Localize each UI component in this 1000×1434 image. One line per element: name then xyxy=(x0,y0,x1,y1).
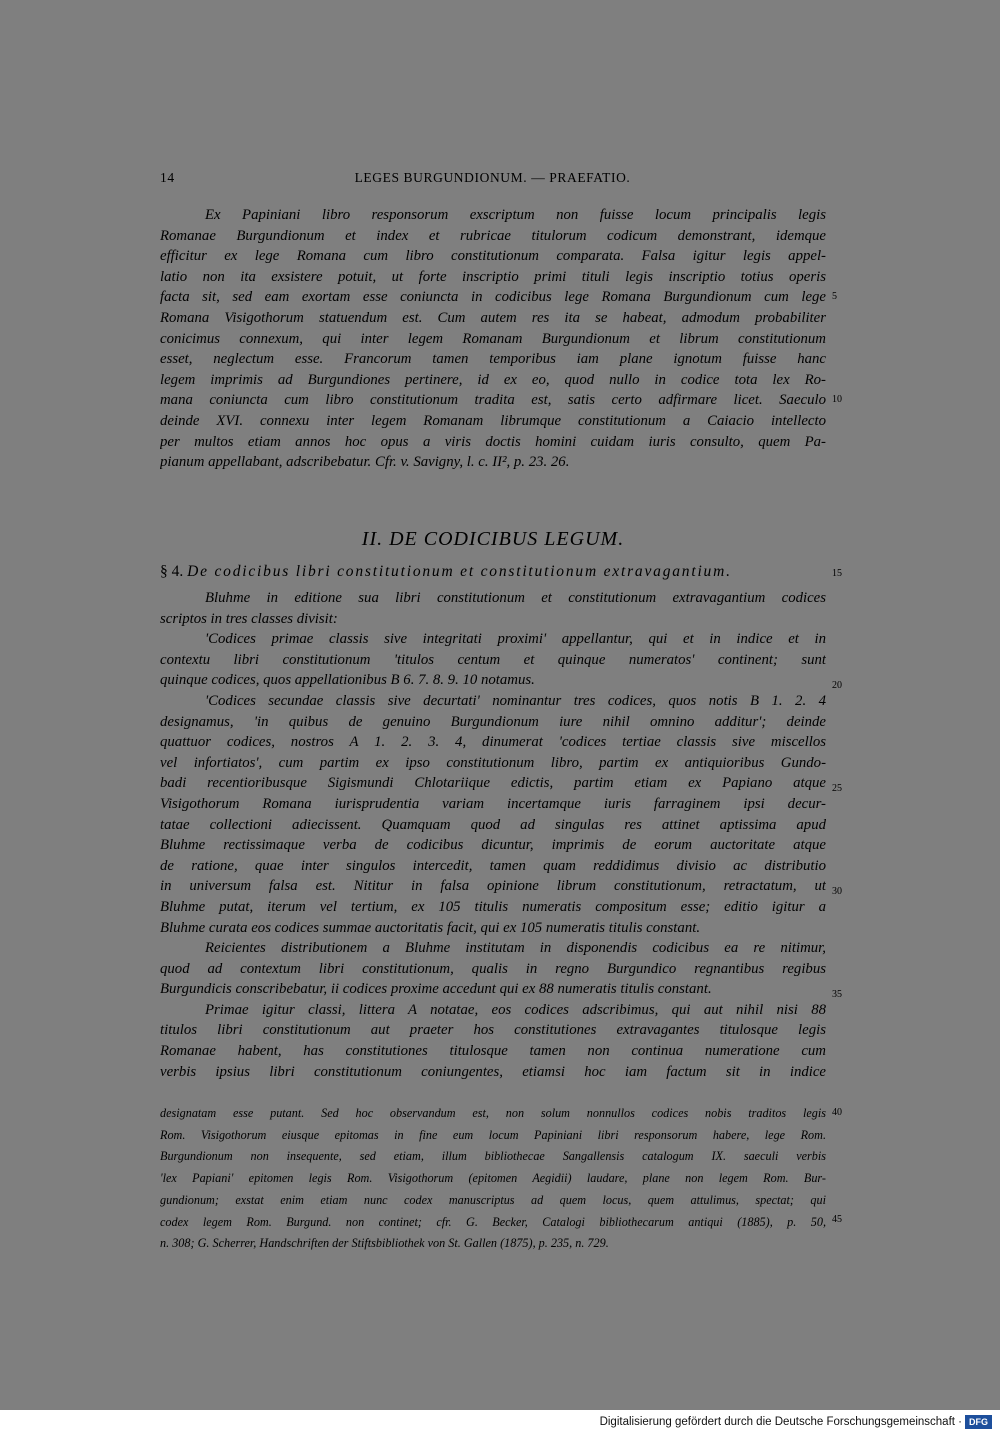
running-head xyxy=(160,170,825,190)
line-number-5: 5 xyxy=(832,291,837,302)
text-line: scriptos in tres classes divisit: xyxy=(160,610,338,627)
text-line: quattuor codices, nostros A 1. 2. 3. 4, dinumerat 'codices tertiae classis sive miscellos xyxy=(160,734,826,751)
text-line: facta sit, sed eam exortam esse coniuncta in codicibus lege Romana Burgundionum cum lege xyxy=(160,289,826,306)
line-number-20: 20 xyxy=(832,680,842,691)
dfg-logo-icon[interactable]: DFG xyxy=(965,1415,992,1429)
text-line: verbis ipsius libri constitutionum coniungentes, etiamsi hoc iam factum sit in indice xyxy=(160,1063,826,1080)
text-line: in universum falsa est. Nititur in falsa opinione librum constitutionum, retractatum, ut xyxy=(160,878,826,895)
note-line: 'lex Papiani' epitomen legis Rom. Visigothorum (epitomen Aegidii) laudare, plane non legem Rom. Bur- xyxy=(160,1171,826,1186)
body-text xyxy=(160,588,826,1082)
text-line: vel infortiatos', cum partim ex ipso constitutionum libro, partim ex antiquioribus Gundo- xyxy=(160,754,826,771)
text-line: conicimus connexum, qui inter legem Romanam Burgundionum et librum constitutionum xyxy=(160,330,826,347)
text-line: latio non ita exsistere potuit, ut forte inscriptio primi tituli legis inscriptio totius operis xyxy=(160,268,826,285)
text-line: quinque codices, quos appellationibus B 6. 7. 8. 9. 10 notamus. xyxy=(160,672,535,689)
subsection-heading xyxy=(160,563,826,581)
line-number-30: 30 xyxy=(832,886,842,897)
running-title: LEGES BURGUNDIONUM. — PRAEFATIO. xyxy=(354,170,631,185)
text-line: quod ad contextum libri constitutionum, qualis in regno Burgundico regnantibus regibus xyxy=(160,960,826,977)
section-heading: II. DE CODICIBUS LEGUM. xyxy=(361,528,625,550)
text-line: contextu libri constitutionum 'titulos centum et quinque numeratos' continent; sunt xyxy=(160,651,826,668)
text-line: Ex Papiniani libro responsorum exscriptum non fuisse locum principalis legis xyxy=(205,207,826,223)
text-line: deinde XVI. connexu inter legem Romanam librumque constitutionum a Caiacio intellecto xyxy=(160,412,826,429)
note-line: Rom. Visigothorum eiusque epitomas in fine eum locum Papiniani libri responsorum habere, lege Rom. xyxy=(160,1127,826,1142)
note-line: codex legem Rom. Burgund. non continet; cfr. G. Becker, Catalogi bibliothecarum antiqui (1885), p. 50, xyxy=(160,1214,826,1229)
footnote-text xyxy=(160,1103,826,1255)
section-symbol: § 4. xyxy=(160,563,184,580)
note-line: Burgundionum non insequente, sed etiam, illum bibliothecae Sangallensis catalogum IX. saeculi verbis xyxy=(160,1149,826,1164)
digitization-footer xyxy=(0,1410,1000,1434)
text-line: Romanae habent, has constitutiones titulosque tamen non continua numeratione cum xyxy=(160,1043,826,1060)
text-line: Bluhme in editione sua libri constitutionum et constitutionum extravagantium codices xyxy=(205,590,826,606)
line-number-35: 35 xyxy=(832,989,842,1000)
text-line: Primae igitur classi, littera A notatae, eos codices adscribimus, qui aut nihil nisi 88 xyxy=(205,1001,826,1018)
page-number: 14 xyxy=(160,170,175,185)
text-line: per multos etiam annos hoc opus a viris doctis homini cuidam iuris consulto, quem Pa- xyxy=(160,433,826,450)
text-line: legem imprimis ad Burgundiones pertinere, id ex eo, quod nullo in codice tota lex Ro- xyxy=(160,371,826,388)
text-line: 'Codices secundae classis sive decurtati' nominantur tres codices, quos notis B 1. 2. 4 xyxy=(205,692,826,709)
text-line: Burgundicis conscribebatur, ii codices proxime accedunt qui ex 88 numeratis titulis constant. xyxy=(160,981,712,998)
text-line: Bluhme rectissimaque verba de codicibus dicuntur, imprimis de eorum auctoritate atque xyxy=(160,837,826,854)
line-number-25: 25 xyxy=(832,783,842,794)
intro-paragraph xyxy=(160,205,826,473)
text-line: de ratione, quae inter singulos intercedit, tamen quam reddidimus divisio ac distributio xyxy=(160,857,826,874)
text-line: Reicientes distributionem a Bluhme institutam in disponendis codicibus ea re nitimur, xyxy=(205,940,826,957)
line-number-40: 40 xyxy=(832,1107,842,1118)
text-line: designamus, 'in quibus de genuino Burgundionum iure nihil omnino additur'; deinde xyxy=(160,713,826,730)
text-line: 'Codices primae classis sive integritati proximi' appellantur, qui et in indice et in xyxy=(205,631,826,648)
line-number-10: 10 xyxy=(832,394,842,405)
note-line: designatam esse putant. Sed hoc observandum est, non solum nonnullos codices nobis traditos legis xyxy=(160,1106,826,1120)
text-line: tatae collectioni adiecissent. Quamquam quod ad singulas res attinet aptissima apud xyxy=(160,816,826,833)
note-line: gundionum; exstat enim etiam nunc codex manuscriptus ad quem locus, quem attulimus, spectat; qui xyxy=(160,1192,826,1207)
text-line: pianum appellabant, adscribebatur. Cfr. v. Savigny, l. c. II², p. 23. 26. xyxy=(160,454,570,471)
text-line: titulos libri constitutionum aut praeter hos constitutiones extravagantes titulosque legis xyxy=(160,1022,826,1039)
text-line: esset, neglectum esse. Francorum tamen temporibus iam plane ignotum fuisse hanc xyxy=(160,351,826,368)
text-line: efficitur ex lege Romana cum libro constitutionum comparata. Falsa igitur legis appel- xyxy=(160,248,826,265)
subsection-title: De codicibus libri constitutionum et constitutionum extravagantium. xyxy=(187,563,732,580)
note-line: n. 308; G. Scherrer, Handschriften der Stiftsbibliothek von St. Gallen (1875), p. 235, n. 729. xyxy=(160,1236,609,1251)
text-line: Romana Visigothorum statuendum est. Cum autem res ita se habeat, admodum probabiliter xyxy=(160,309,826,326)
text-line: Bluhme putat, iterum vel tertium, ex 105 titulis numeratis compositum esse; editio igitur a xyxy=(160,898,826,915)
text-line: badi recentioribusque Sigismundi Chlotariique edictis, partim etiam ex Papiano atque xyxy=(160,775,826,792)
text-line: Romanae Burgundionum et index et rubricae titulorum codicum demonstrant, idemque xyxy=(160,227,826,244)
line-number-45: 45 xyxy=(832,1214,842,1225)
text-line: Visigothorum Romana iurisprudentia variam incertamque iuris farraginem ipsi decur- xyxy=(160,795,826,812)
funding-credit: Digitalisierung gefördert durch die Deutsche Forschungsgemeinschaft · xyxy=(599,1416,962,1428)
line-number-15: 15 xyxy=(832,568,842,579)
text-line: Bluhme curata eos codices summae auctoritatis facit, qui ex 105 numeratis titulis constant. xyxy=(160,919,701,936)
text-line: mana coniuncta cum libro constitutionum tradita est, satis certo adfirmare licet. Saeculo xyxy=(160,392,826,409)
